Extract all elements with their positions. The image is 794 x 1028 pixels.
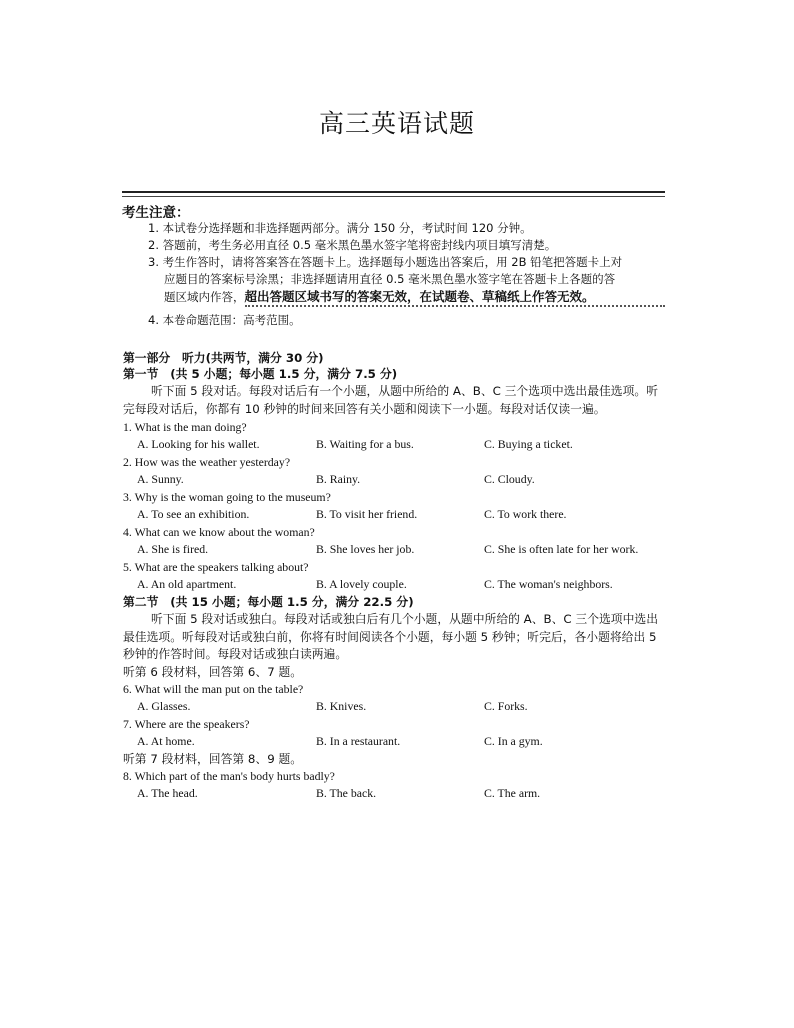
q7-option-a: A. At home. — [137, 734, 195, 748]
question-6: 6. What will the man put on the table? — [123, 682, 304, 696]
notice-item-3-line3 — [164, 288, 679, 306]
q4-option-b: B. She loves her job. — [316, 542, 415, 556]
notice-item-1: 1. 本试卷分选择题和非选择题两部分。满分 150 分，考试时间 120 分钟。 — [148, 221, 532, 235]
q2-option-c: C. Cloudy. — [484, 472, 535, 486]
q5-option-a: A. An old apartment. — [137, 577, 237, 591]
q6-option-a: A. Glasses. — [137, 699, 191, 713]
q6-option-b: B. Knives. — [316, 699, 367, 713]
notice-item-3-text: 题区域内作答， — [164, 290, 245, 304]
section2-instructions: 听下面 5 段对话或独白。每段对话或独白后有几个小题，从题中所给的 A、B、C 三个选项中选出最佳选项。听每段对话或独白前，你将有时间阅读各个小题，每小题 5 秒钟；听完后，各小题将给出 5 秒钟的作答时间。每段对话或独白读两遍。 — [123, 612, 658, 661]
part1-heading: 第一部分 听力(共两节，满分 30 分) — [123, 351, 324, 365]
q7-option-b: B. In a restaurant. — [316, 734, 401, 748]
q5-option-b: B. A lovely couple. — [316, 577, 407, 591]
question-3: 3. Why is the woman going to the museum? — [123, 490, 331, 504]
question-2: 2. How was the weather yesterday? — [123, 455, 291, 469]
q7-option-c: C. In a gym. — [484, 734, 543, 748]
divider-thick — [122, 191, 665, 193]
q2-option-a: A. Sunny. — [137, 472, 184, 486]
notice-item-4: 4. 本卷命题范围：高考范围。 — [148, 313, 301, 327]
q6-option-c: C. Forks. — [484, 699, 528, 713]
q3-option-a: A. To see an exhibition. — [137, 507, 250, 521]
q1-option-c: C. Buying a ticket. — [484, 437, 573, 451]
divider-thin — [122, 196, 665, 197]
q3-option-b: B. To visit her friend. — [316, 507, 418, 521]
notice-warning: 超出答题区域书写的答案无效，在试题卷、草稿纸上作答无效。 — [244, 289, 595, 304]
q8-option-a: A. The head. — [137, 786, 198, 800]
notice-heading: 考生注意： — [122, 205, 190, 221]
q1-option-b: B. Waiting for a bus. — [316, 437, 414, 451]
notice-item-2: 2. 答题前，考生务必用直径 0.5 毫米黑色墨水签字笔将密封线内项目填写清楚。 — [148, 238, 557, 252]
question-8: 8. Which part of the man's body hurts badly? — [123, 769, 335, 783]
notice-item-3-line2: 应题目的答案标号涂黑；非选择题请用直径 0.5 毫米黑色墨水签字笔在答题卡上各题的答 — [164, 272, 616, 286]
question-1: 1. What is the man doing? — [123, 420, 247, 434]
q2-option-b: B. Rainy. — [316, 472, 361, 486]
q3-option-c: C. To work there. — [484, 507, 567, 521]
section2-heading: 第二节 (共 15 小题；每小题 1.5 分，满分 22.5 分) — [123, 595, 414, 609]
question-5: 5. What are the speakers talking about? — [123, 560, 309, 574]
dotted-underline — [245, 305, 665, 307]
q8-option-c: C. The arm. — [484, 786, 541, 800]
section1-instructions: 听下面 5 段对话。每段对话后有一个小题，从题中所给的 A、B、C 三个选项中选出最佳选项。听完每段对话后，你都有 10 秒钟的时间来回答有关小题和阅读下一小题。每段对话仅读一遍。 — [123, 384, 658, 416]
question-4: 4. What can we know about the woman? — [123, 525, 315, 539]
q4-option-a: A. She is fired. — [137, 542, 209, 556]
notice-item-3: 3. 考生作答时，请将答案答在答题卡上。选择题每小题选出答案后，用 2B 铅笔把答题卡上对 — [148, 255, 623, 269]
q8-option-b: B. The back. — [316, 786, 377, 800]
material-7-note: 听第 7 段材料，回答第 8、9 题。 — [123, 752, 303, 766]
question-7: 7. Where are the speakers? — [123, 717, 250, 731]
q4-option-c: C. She is often late for her work. — [484, 542, 639, 556]
material-6-note: 听第 6 段材料，回答第 6、7 题。 — [123, 665, 303, 679]
page-title: 高三英语试题 — [318, 109, 475, 138]
q1-option-a: A. Looking for his wallet. — [137, 437, 260, 451]
section1-heading: 第一节 (共 5 小题；每小题 1.5 分，满分 7.5 分) — [123, 367, 398, 381]
q5-option-c: C. The woman's neighbors. — [484, 577, 613, 591]
